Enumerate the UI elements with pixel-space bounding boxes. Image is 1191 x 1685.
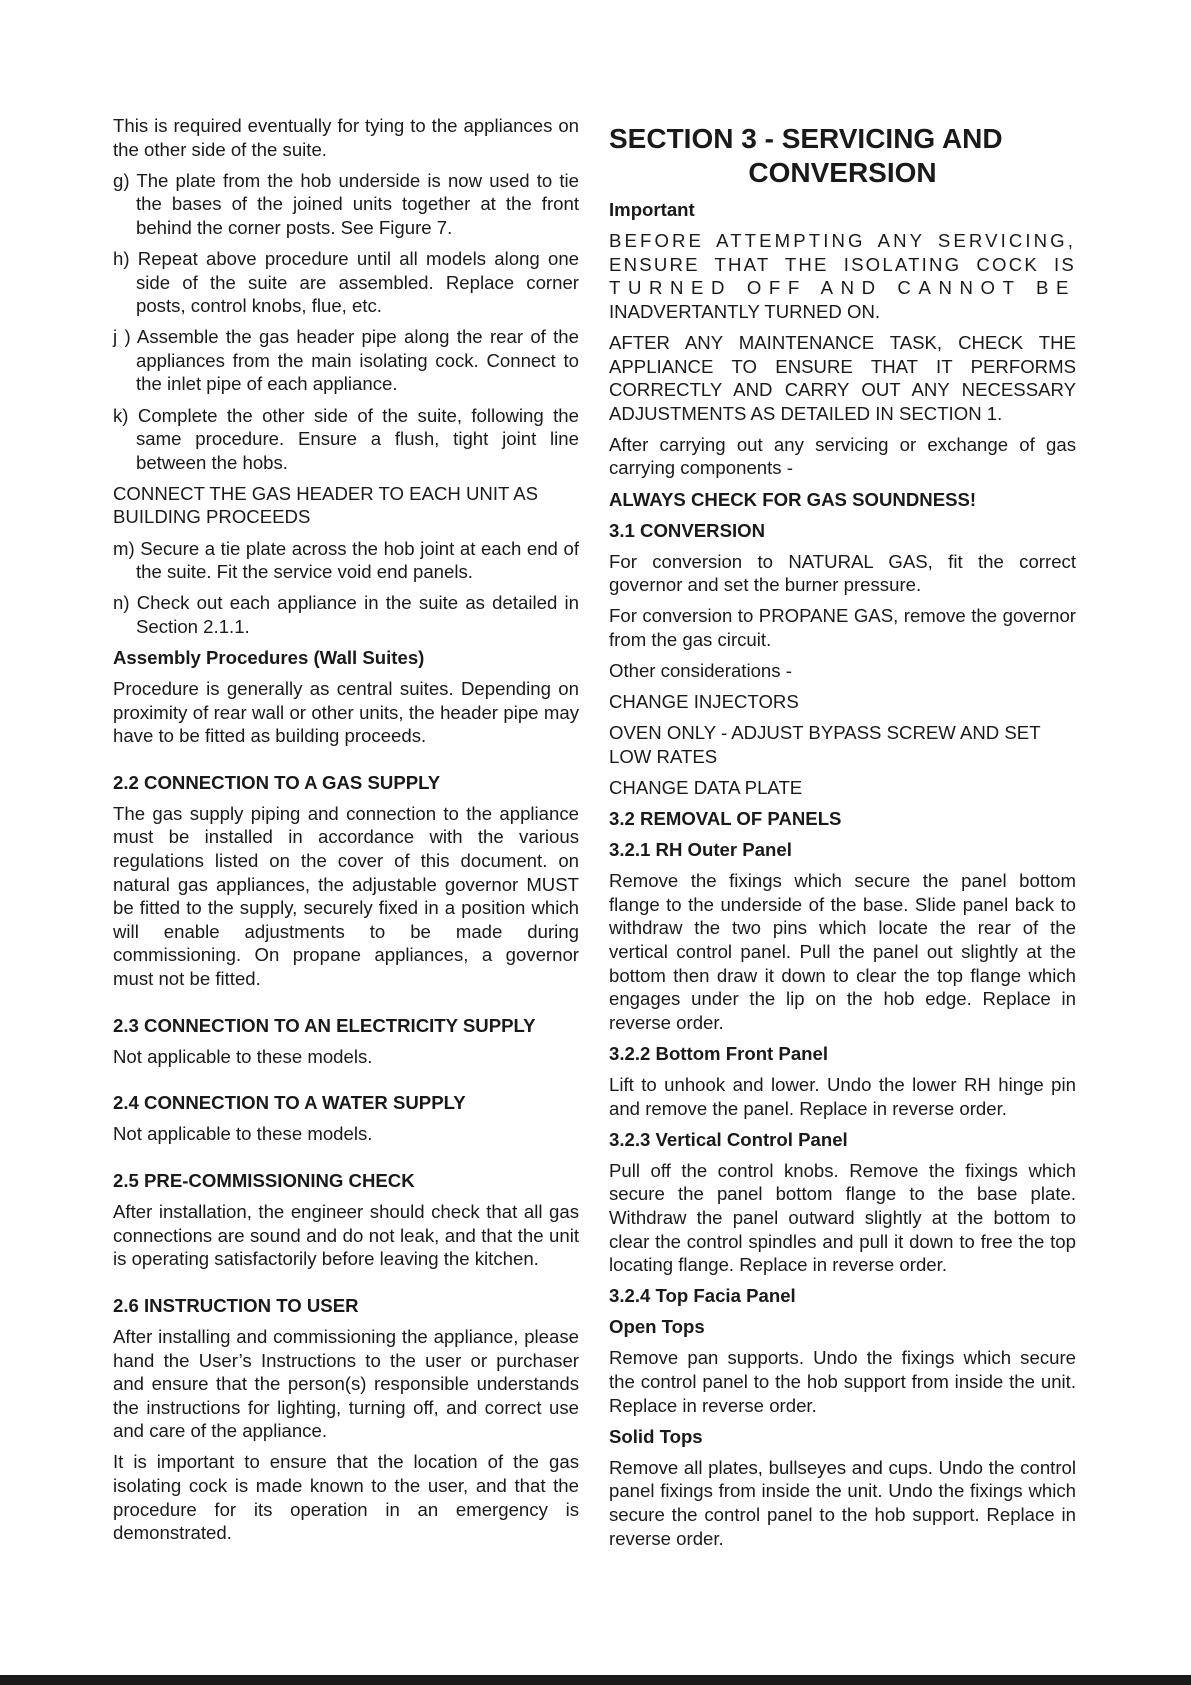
section-2-2-heading: 2.2 CONNECTION TO A GAS SUPPLY bbox=[113, 771, 441, 793]
change-injectors: CHANGE INJECTORS bbox=[609, 691, 799, 713]
section-2-2-text: The gas supply piping and connection to the appliance must be installed in accordance with the various regulations listed on the cover of this document. on natural gas appliances, the adjustable governor MUST be fitted to the supply, securely fixed in a position which will enable adjustments to be made during commissioning. On propane appliances, a governor must not be fitted. bbox=[113, 802, 579, 989]
section-2-5-text: After installation, the engineer should check that all gas connections are sound and do not leak, and that the unit is operating satisfactorily before leaving the kitchen. bbox=[113, 1201, 579, 1270]
step-k: k) Complete the other side of the suite, following the same procedure. Ensure a flush, tight joint line between the hobs. bbox=[113, 404, 579, 473]
intro-paragraph: This is required eventually for tying to the appliances on the other side of the suite. bbox=[113, 115, 579, 160]
warning-line-2: ENSURE THAT THE ISOLATING COCK IS bbox=[609, 253, 1076, 275]
open-tops-text: Remove pan supports. Undo the fixings which secure the control panel to the hob support from inside the unit. Replace in reverse order. bbox=[609, 1347, 1076, 1416]
connect-header-note: CONNECT THE GAS HEADER TO EACH UNIT AS BUILDING PROCEEDS bbox=[113, 482, 538, 528]
conversion-natural-gas: For conversion to NATURAL GAS, fit the correct governor and set the burner pressure. bbox=[609, 550, 1076, 596]
section-3-2-1-text: Remove the fixings which secure the panel bottom flange to the underside of the base. Slide panel back to withdraw the two pins which locate the rear of the vertical control panel. Pull the panel out slightly at the bottom then draw it down to clear the top flange which engages under the lip on the hob edge. Replace in reverse order. bbox=[609, 870, 1076, 1033]
section-3-2-3-text: Pull off the control knobs. Remove the fixings which secure the panel bottom flange to the base plate. Withdraw the panel outward slightly at the bottom to clear the control spindles and pull it down to free the top locating flange. Replace in reverse order. bbox=[609, 1159, 1076, 1276]
section-3-title-line-2: CONVERSION bbox=[748, 157, 937, 188]
other-considerations: Other considerations - bbox=[609, 660, 792, 682]
left-column bbox=[113, 114, 579, 1552]
warning-line-1: BEFORE ATTEMPTING ANY SERVICING, bbox=[609, 230, 1076, 252]
wall-suites-heading: Assembly Procedures (Wall Suites) bbox=[113, 646, 425, 668]
section-2-3-heading: 2.3 CONNECTION TO AN ELECTRICITY SUPPLY bbox=[113, 1014, 536, 1036]
section-3-2-2-text: Lift to unhook and lower. Undo the lower RH hinge pin and remove the panel. Replace in reverse order. bbox=[609, 1074, 1076, 1119]
open-tops-heading: Open Tops bbox=[609, 1316, 705, 1338]
wall-suites-text: Procedure is generally as central suites. Depending on proximity of rear wall or other units, the header pipe may have to be fitted as building proceeds. bbox=[113, 677, 579, 747]
section-2-6-text-1: After installing and commissioning the appliance, please hand the User’s Instructions to the user or purchaser and ensure that the person(s) responsible understands the instructions for lighting, turning off, and correct use and care of the appliance. bbox=[113, 1325, 579, 1442]
gas-soundness-warning: ALWAYS CHECK FOR GAS SOUNDNESS! bbox=[609, 488, 977, 510]
section-2-4-heading: 2.4 CONNECTION TO A WATER SUPPLY bbox=[113, 1092, 466, 1114]
oven-only-note: OVEN ONLY - ADJUST BYPASS SCREW AND SET LOW RATES bbox=[609, 722, 1041, 767]
change-data-plate: CHANGE DATA PLATE bbox=[609, 776, 803, 798]
section-3-title-line-1: SECTION 3 - SERVICING AND bbox=[609, 123, 1003, 154]
important-label: Important bbox=[609, 199, 695, 220]
section-2-3-text: Not applicable to these models. bbox=[113, 1045, 373, 1067]
section-2-6-text-2: It is important to ensure that the location of the gas isolating cock is made known to the user, and that the procedure for its operation in an emergency is demonstrated. bbox=[113, 1451, 579, 1544]
step-j: j ) Assemble the gas header pipe along the rear of the appliances from the main isolating cock. Connect to the inlet pipe of each appliance. bbox=[113, 326, 579, 395]
warning-line-3: TURNED OFF AND CANNOT BE bbox=[609, 277, 1076, 299]
step-h: h) Repeat above procedure until all models along one side of the suite are assembled. Replace corner posts, control knobs, flue, etc. bbox=[113, 247, 579, 317]
section-2-4-text: Not applicable to these models. bbox=[113, 1123, 373, 1145]
conversion-propane-gas: For conversion to PROPANE GAS, remove the governor from the gas circuit. bbox=[609, 605, 1076, 650]
section-3-1-heading: 3.1 CONVERSION bbox=[609, 519, 766, 541]
right-column bbox=[609, 122, 1076, 1558]
step-g: g) The plate from the hob underside is now used to tie the bases of the joined units together at the front behind the corner posts. See Figure 7. bbox=[113, 169, 579, 238]
step-m: m) Secure a tie plate across the hob joint at each end of the suite. Fit the service void end panels. bbox=[113, 537, 579, 583]
section-3-2-2-heading: 3.2.2 Bottom Front Panel bbox=[609, 1042, 829, 1064]
section-3-2-3-heading: 3.2.3 Vertical Control Panel bbox=[609, 1128, 848, 1150]
solid-tops-heading: Solid Tops bbox=[609, 1425, 703, 1447]
section-3-2-heading: 3.2 REMOVAL OF PANELS bbox=[609, 808, 842, 830]
after-servicing-text: After carrying out any servicing or exchange of gas carrying components - bbox=[609, 433, 1076, 479]
section-2-6-heading: 2.6 INSTRUCTION TO USER bbox=[113, 1294, 359, 1316]
step-n: n) Check out each appliance in the suite as detailed in Section 2.1.1. bbox=[113, 592, 579, 637]
section-3-title bbox=[609, 122, 1076, 190]
section-3-2-1-heading: 3.2.1 RH Outer Panel bbox=[609, 839, 792, 861]
section-2-5-heading: 2.5 PRE-COMMISSIONING CHECK bbox=[113, 1169, 415, 1191]
section-3-2-4-heading: 3.2.4 Top Facia Panel bbox=[609, 1285, 796, 1307]
warning-isolating-cock bbox=[609, 229, 1076, 323]
warning-line-4: INADVERTANTLY TURNED ON. bbox=[609, 300, 881, 322]
solid-tops-text: Remove all plates, bullseyes and cups. Undo the control panel fixings from inside the unit. Undo the fixings which secure the control panel to the hob support. Replace in reverse order. bbox=[609, 1456, 1076, 1549]
page-bottom-rule bbox=[0, 1675, 1191, 1685]
warning-maintenance: AFTER ANY MAINTENANCE TASK, CHECK THE APPLIANCE TO ENSURE THAT IT PERFORMS CORRECTLY AND CARRY OUT ANY NECESSARY ADJUSTMENTS AS DETAILED IN SECTION 1. bbox=[609, 331, 1076, 424]
